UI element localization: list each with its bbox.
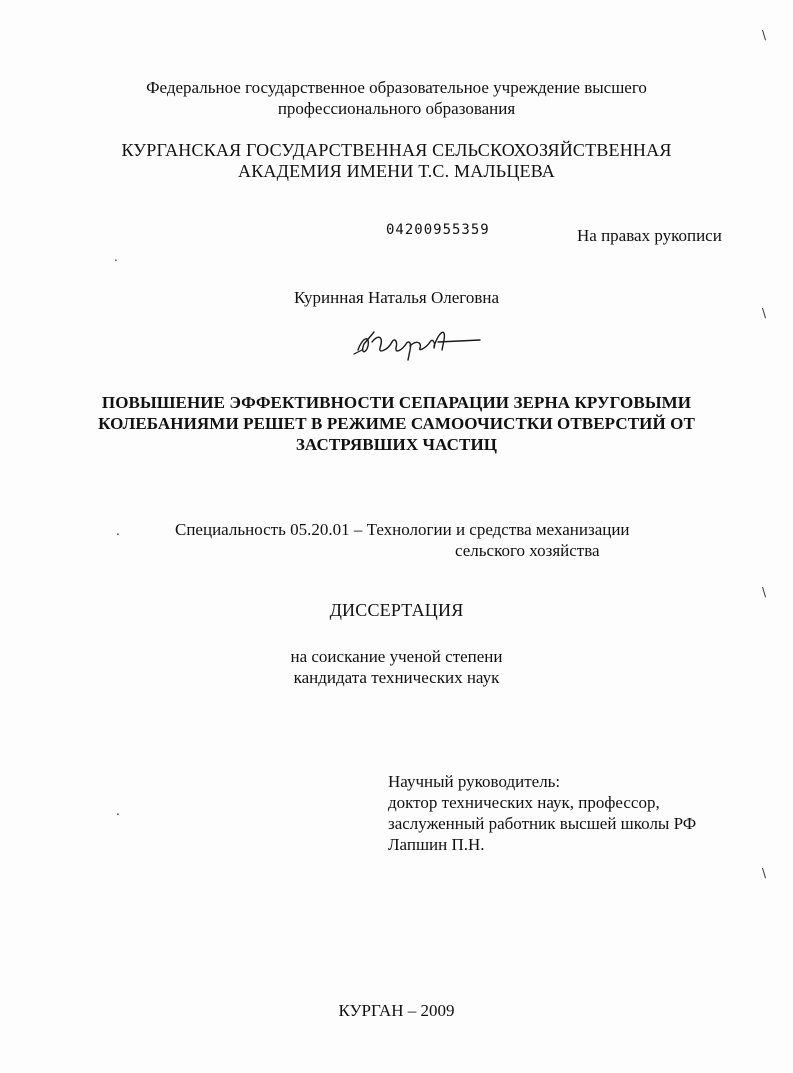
institution-line-2: профессионального образования: [277, 99, 516, 118]
title-line-2: КОЛЕБАНИЯМИ РЕШЕТ В РЕЖИМЕ САМООЧИСТКИ ОТВЕРСТИЙ ОТ: [98, 414, 695, 433]
specialty-line-1: Специальность 05.20.01 – Технологии и средства механизации: [175, 520, 630, 539]
title-line-1: ПОВЫШЕНИЕ ЭФФЕКТИВНОСТИ СЕПАРАЦИИ ЗЕРНА КРУГОВЫМИ: [101, 393, 692, 412]
supervisor-label: Научный руководитель:: [388, 772, 561, 791]
manuscript-rights: На правах рукописи: [577, 226, 722, 245]
supervisor-title: заслуженный работник высшей школы РФ: [388, 814, 697, 833]
scan-mark: \: [762, 866, 767, 880]
scan-mark: .: [114, 250, 118, 264]
author-signature: [348, 320, 488, 364]
academy-line-1: КУРГАНСКАЯ ГОСУДАРСТВЕННАЯ СЕЛЬСКОХОЗЯЙСТВЕННАЯ: [121, 140, 672, 160]
title-line-3: ЗАСТРЯВШИХ ЧАСТИЦ: [295, 435, 498, 454]
scan-mark: \: [762, 306, 767, 320]
institution-line-1: Федеральное государственное образовательное учреждение высшего: [146, 78, 647, 97]
author-name: Куринная Наталья Олеговна: [293, 288, 499, 307]
scan-mark: .: [116, 524, 120, 538]
scan-mark: .: [116, 804, 120, 818]
supervisor-degree: доктор технических наук, профессор,: [388, 793, 660, 812]
supervisor-name: Лапшин П.Н.: [388, 835, 485, 854]
degree-line-1: на соискание ученой степени: [290, 647, 503, 666]
specialty-line-2: сельского хозяйства: [455, 541, 600, 560]
scan-mark: \: [762, 585, 767, 599]
scan-mark: \: [762, 28, 767, 42]
academy-line-2: АКАДЕМИЯ ИМЕНИ Т.С. МАЛЬЦЕВА: [238, 161, 555, 181]
degree-line-2: кандидата технических наук: [293, 668, 500, 687]
document-type: ДИССЕРТАЦИЯ: [329, 600, 464, 620]
city-year: КУРГАН – 2009: [338, 1001, 455, 1020]
catalog-number: 04200955359: [386, 222, 490, 238]
